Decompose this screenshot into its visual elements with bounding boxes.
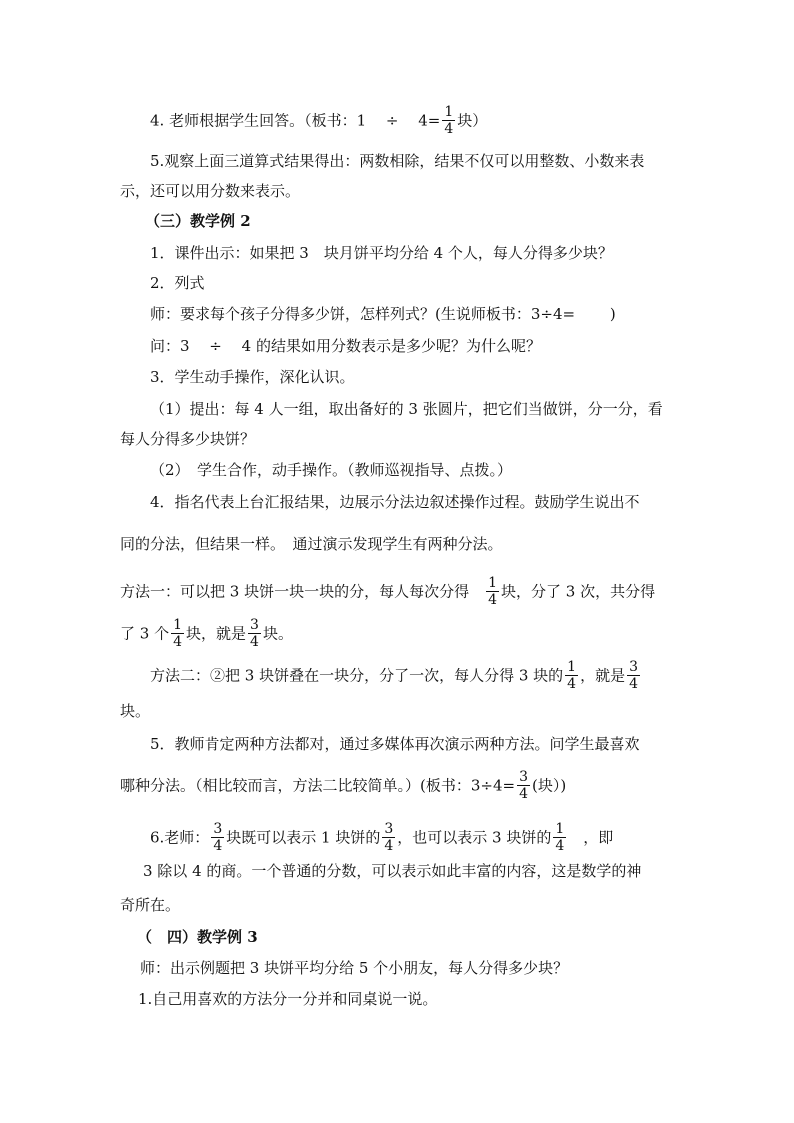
line-method-one: 方法一：可以把 3 块饼一块一块的分，每人每次分得 $\frac{1}{4}$ 块，分了 3 次，共分得	[120, 575, 656, 608]
fraction: $\frac{3}{4}$	[519, 769, 529, 802]
paragraph-line: 3 除以 4 的商。一个普通的分数，可以表示如此丰富的内容，这是数学的神	[143, 862, 642, 880]
fraction: $\frac{3}{4}$	[213, 821, 223, 854]
paragraph-line: 3．学生动手操作，深化认识。	[150, 368, 355, 386]
section-heading: （ 四）教学例 3	[137, 928, 258, 946]
line-board-3-4: 哪种分法。（相比较而言，方法二比较简单。）(板书：3÷4= $\frac{3}{4}$ (块）)	[120, 769, 567, 802]
fraction: $\frac{1}{4}$	[173, 617, 183, 650]
line-teacher-summary: 6.老师： $\frac{3}{4}$ 块既可以表示 1 块饼的 $\frac{3}{4}$ ，也可以表示 3 块饼的 $\frac{1}{4}$ ，即	[150, 821, 614, 854]
line-method-one-result: 了 3 个 $\frac{1}{4}$ 块，就是 $\frac{3}{4}$ 块。	[120, 617, 293, 650]
paragraph-line: 奇所在。	[120, 896, 181, 914]
paragraph-line: 5．教师肯定两种方法都对，通过多媒体再次演示两种方法。问学生最喜欢	[150, 735, 640, 753]
fraction: $\frac{3}{4}$	[250, 617, 259, 650]
fraction: $\frac{1}{4}$	[555, 821, 565, 854]
paragraph-line: 问：3 ÷ 4 的结果如用分数表示是多少呢？为什么呢？	[150, 337, 541, 355]
paragraph-line: 块。	[120, 702, 151, 720]
paragraph-line: 5.观察上面三道算式结果得出：两数相除，结果不仅可以用整数、小数来表	[150, 152, 645, 170]
fraction: $\frac{1}{4}$	[444, 104, 454, 137]
section-heading: （三）教学例 2	[145, 212, 251, 230]
paragraph-line: （2） 学生合作，动手操作。（教师巡视指导、点拨。）	[150, 461, 513, 479]
paragraph-line: 每人分得多少块饼？	[120, 430, 256, 448]
paragraph-line: 1.自己用喜欢的方法分一分并和同桌说一说。	[138, 990, 438, 1008]
paragraph-line: 师：要求每个孩子分得多少饼，怎样列式？(生说师板书：3÷4= )	[150, 305, 616, 323]
fraction: $\frac{1}{4}$	[567, 659, 577, 692]
line-board-1-4: 4. 老师根据学生回答。（板书：1 ÷ 4= $\frac{1}{4}$ 块）	[150, 104, 488, 137]
line-method-two: 方法二：②把 3 块饼叠在一块分，分了一次，每人分得 3 块的 $\frac{1}{4}$ ，就是 $\frac{3}{4}$	[150, 659, 639, 692]
paragraph-line: 2．列式	[150, 274, 205, 292]
paragraph-line: 师：出示例题把 3 块饼平均分给 5 个小朋友，每人分得多少块？	[140, 959, 569, 977]
paragraph-line: 示，还可以用分数来表示。	[120, 182, 301, 200]
paragraph-line: 4．指名代表上台汇报结果，边展示分法边叙述操作过程。鼓励学生说出不	[150, 493, 640, 511]
paragraph-line: 同的分法，但结果一样。 通过演示发现学生有两种分法。	[120, 535, 503, 553]
paragraph-line: （1）提出：每 4 人一组，取出备好的 3 张圆片，把它们当做饼，分一分，看	[150, 400, 663, 418]
paragraph-line: 1．课件出示：如果把 3 块月饼平均分给 4 个人，每人分得多少块？	[150, 244, 613, 262]
fraction: $\frac{1}{4}$	[488, 575, 498, 608]
fraction: $\frac{3}{4}$	[629, 659, 639, 692]
fraction: $\frac{3}{4}$	[384, 821, 394, 854]
